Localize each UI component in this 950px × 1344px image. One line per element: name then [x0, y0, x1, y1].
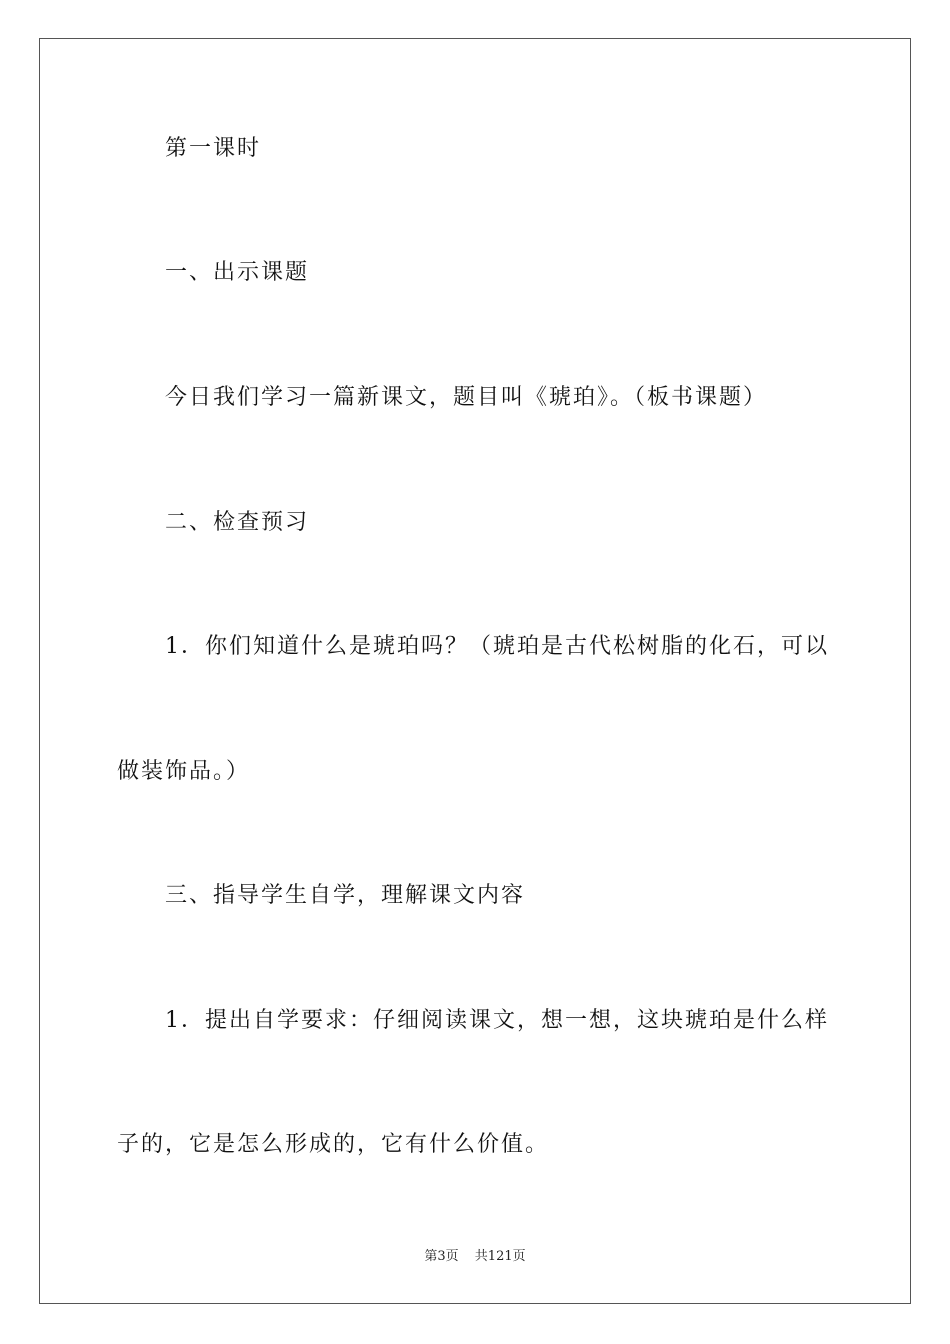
- page-border: [39, 38, 911, 1304]
- page-total: 共121页: [474, 1249, 526, 1264]
- paragraph-2-line-1: 1．你们知道什么是琥珀吗？（琥珀是古代松树脂的化石，可以: [165, 634, 829, 659]
- section-heading-1: 一、出示课题: [165, 260, 310, 285]
- section-heading-3: 三、指导学生自学，理解课文内容: [165, 883, 526, 908]
- section-heading-2: 二、检查预习: [165, 510, 310, 535]
- page-footer: [0, 1248, 950, 1266]
- paragraph-2-line-2: 做装饰品。）: [117, 759, 251, 784]
- page-number: 第3页: [424, 1249, 459, 1264]
- paragraph-1: 今日我们学习一篇新课文，题目叫《琥珀》。（板书课题）: [165, 385, 768, 410]
- paragraph-3-line-1: 1．提出自学要求：仔细阅读课文，想一想，这块琥珀是什么样: [165, 1008, 829, 1033]
- paragraph-3-line-2: 子的，它是怎么形成的，它有什么价值。: [117, 1132, 550, 1157]
- lesson-heading: 第一课时: [165, 136, 262, 161]
